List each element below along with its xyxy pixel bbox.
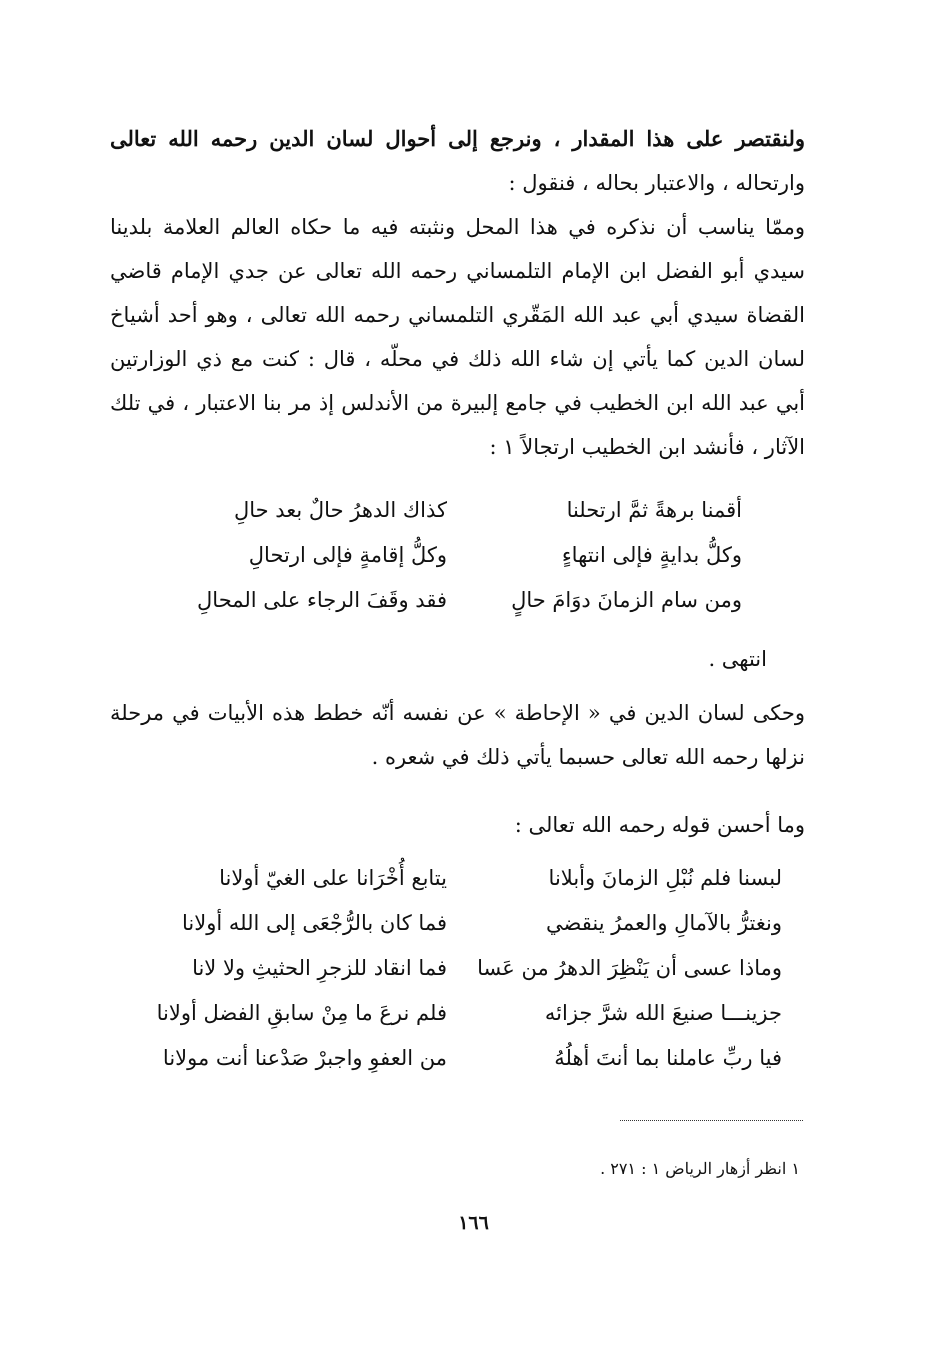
footnote: ١ انظر أزهار الرياض ١ : ٢٧١ . (600, 1159, 800, 1178)
verse-line (137, 901, 782, 946)
verse-line (137, 991, 782, 1036)
end-note: انتهى . (708, 647, 767, 671)
verse-line (137, 946, 782, 991)
verse-second-hemistich: فلم نرعَ ما مِنْ سابقِ الفضل أولانا (156, 1001, 447, 1025)
verse-second-hemistich: فما انقاد للزجرِ الحثيثِ ولا لانا (192, 956, 447, 980)
paragraph-2: وممّا يناسب أن نذكره في هذا المحل ونثبته فيه ما حكاه العالم العلامة بلدينا سيدي أبو الفضل ابن الإمام التلمساني رحمه الله تعالى عن جدي الإمام قاضي القضاة سيدي أبي عبد الله المَقّري التلمساني رحمه الله تعالى ، وهو أحد أشياخ لسان الدين كما يأتي إن شاء الله ذلك في محلّه ، قال : كنت مع ذي الوزارتين أبي عبد الله ابن الخطيب في جامع إلبيرة من الأندلس إذ مر بنا الاعتبار ، في تلك الآثار ، فأنشد ابن الخطيب ارتجالاً ١ : (110, 215, 805, 459)
verse-line (182, 578, 742, 623)
verse-second-hemistich: كذاك الدهرُ حالٌ بعد حالِ (233, 498, 447, 522)
paragraph-4: وما أحسن قوله رحمه الله تعالى : (514, 813, 805, 837)
verses-block-1 (182, 488, 742, 623)
footnote-divider (620, 1120, 803, 1121)
verse-first-hemistich: ونغترُّ بالآمالِ والعمرُ ينقضي (546, 911, 782, 935)
verse-line (137, 856, 782, 901)
verse-first-hemistich: وكلُّ بدايةٍ فإلى انتهاءٍ (561, 543, 742, 567)
verses-block-2 (137, 856, 782, 1081)
verse-second-hemistich: يتابع أُخْرَانا على الغيّ أولانا (219, 866, 447, 890)
paragraph-3: وحكى لسان الدين في « الإحاطة » عن نفسه أنّه خطط هذه الأبيات في مرحلة نزلها رحمه الله تعالى حسبما يأتي ذلك في شعره . (110, 701, 805, 769)
verse-second-hemistich: فقد وقَفَ الرجاء على المحالِ (197, 588, 447, 612)
verse-line (182, 488, 742, 533)
verse-second-hemistich: فما كان بالرُّجْعَى إلى الله أولانا (182, 911, 447, 935)
page-number: ١٦٦ (458, 1212, 489, 1234)
verse-first-hemistich: فيا ربِّ عاملنا بما أنتَ أهلُهُ (554, 1046, 782, 1070)
verse-line (137, 1036, 782, 1081)
verse-first-hemistich: لبسنا فلم نُبْلِ الزمانَ وأبلانا (548, 866, 782, 890)
verse-second-hemistich: من العفوِ واجبرْ صَدْعنا أنت مولانا (162, 1046, 447, 1070)
verse-line (182, 533, 742, 578)
verse-second-hemistich: وكلُّ إقامةٍ فإلى ارتحالِ (248, 543, 447, 567)
verse-first-hemistich: وماذا عسى أن يَنْظِرَ الدهرُ من عَسا (477, 956, 782, 980)
verse-first-hemistich: أقمنا برهةً ثمَّ ارتحلنا (566, 498, 742, 522)
paragraph-1-rest: وارتحاله ، والاعتبار بحاله ، فنقول : (508, 171, 805, 195)
paragraph-1-bold: ولنقتصر على هذا المقدار ، ونرجع إلى أحوال لسان الدين رحمه الله تعالى (110, 126, 805, 151)
verse-first-hemistich: ومن سام الزمانَ دوَامَ حالٍ (511, 588, 742, 612)
paragraph-1 (110, 117, 805, 205)
verse-first-hemistich: جزينـــا صنيعَ الله شرَّ جزائه (544, 1001, 782, 1025)
